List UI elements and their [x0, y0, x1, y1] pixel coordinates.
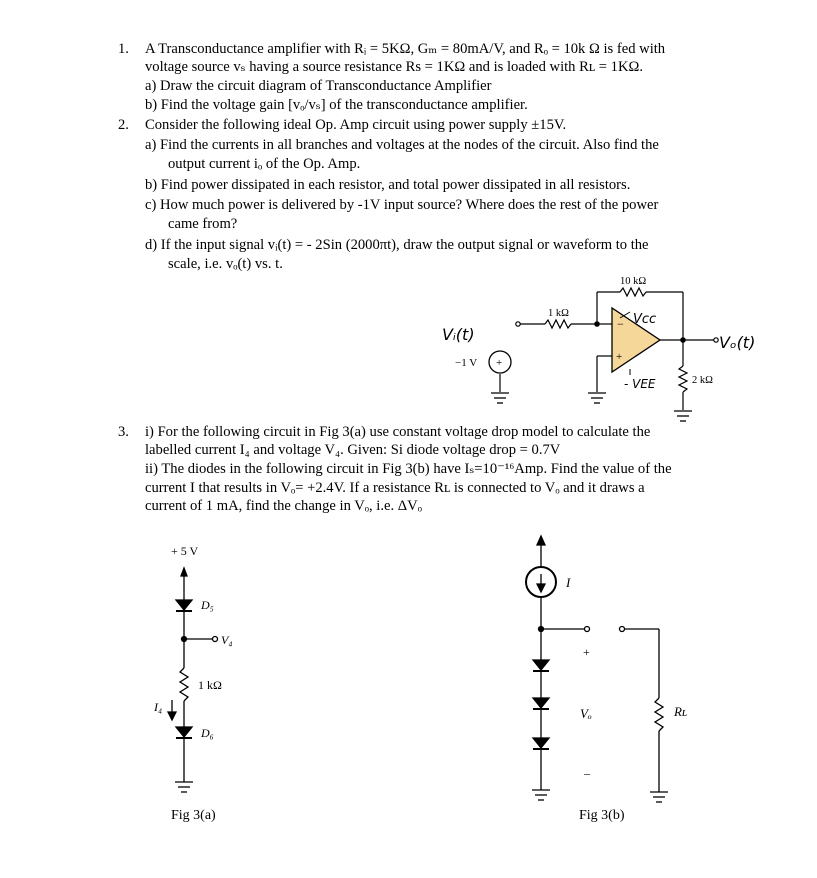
fig3a-r: 1 kΩ — [198, 678, 222, 692]
hand-vo: Vₒ(t) — [719, 333, 756, 352]
label-1k: 1 kΩ — [548, 308, 569, 319]
resistor-rl — [655, 698, 663, 731]
q2-part-a-line2: output current iₒ of the Op. Amp. — [168, 156, 361, 172]
fig3b-vo: Vₒ — [580, 706, 592, 721]
fig3b-rl: Rʟ — [674, 704, 688, 719]
fig3a-supply: + 5 V — [171, 544, 199, 558]
opamp-plus-terminal: + — [616, 351, 623, 363]
label-2k: 2 kΩ — [692, 375, 713, 386]
hand-vcc: Vcc — [633, 312, 657, 327]
diode-1-icon — [533, 660, 549, 670]
q3-line1: i) For the following circuit in Fig 3(a) use constant voltage drop model to calculate the — [145, 424, 651, 440]
q3-line4: current I that results in Vₒ= +2.4V. If a resistance Rʟ is connected to Vₒ and it draws a — [145, 480, 645, 496]
source-plus-sign: + — [496, 357, 503, 369]
q3-line3: ii) The diodes in the following circuit in Fig 3(b) have Iₛ=10⁻¹⁶Amp. Find the value of the — [145, 461, 672, 477]
fig3a-d6: D₆ — [201, 726, 214, 740]
q1-line1: A Transconductance amplifier with Rᵢ = 5KΩ, Gₘ = 80mA/V, and Rₒ = 10k Ω is fed with — [145, 41, 666, 57]
q1-line2: voltage source vₛ having a source resistance Rs = 1KΩ and is loaded with Rʟ = 1KΩ. — [145, 59, 643, 75]
fig3b-caption: Fig 3(b) — [579, 808, 625, 823]
q1-number: 1. — [118, 41, 129, 57]
fig3a-v4: V₄ — [221, 633, 233, 647]
q1-part-a: a) Draw the circuit diagram of Transconductance Amplifier — [145, 78, 492, 94]
q2-number: 2. — [118, 117, 129, 133]
q1-part-b: b) Find the voltage gain [vₒ/vₛ] of the transconductance amplifier. — [145, 97, 528, 113]
q2-part-a-line1: a) Find the currents in all branches and voltages at the nodes of the circuit. Also find the — [145, 137, 659, 153]
q3-number: 3. — [118, 424, 129, 440]
q2-part-c-line2: came from? — [168, 216, 238, 232]
hand-vee: - VEE — [624, 377, 656, 391]
fig3a-d5: D₅ — [201, 598, 214, 612]
q2-part-d-line2: scale, i.e. vₒ(t) vs. t. — [168, 256, 283, 272]
diode-3-icon — [533, 738, 549, 748]
opamp-minus-terminal: − — [617, 317, 624, 331]
label-10k: 10 kΩ — [620, 276, 647, 287]
fig3a-caption: Fig 3(a) — [171, 808, 216, 823]
q2-part-b: b) Find power dissipated in each resistor, and total power dissipated in all resistors. — [145, 177, 631, 193]
q3-line5: current of 1 mA, find the change in Vₒ, i.e. ΔVₒ — [145, 498, 422, 514]
q3-line2: labelled current I₄ and voltage V₄. Given: Si diode voltage drop = 0.7V — [145, 442, 561, 458]
hand-vi: Vᵢ(t) — [442, 325, 475, 344]
fig3b-plus: + — [583, 645, 590, 659]
fig3a-i4: I₄ — [154, 700, 163, 714]
diode-2-icon — [533, 698, 549, 708]
fig3b-i: I — [566, 575, 571, 590]
q2-line1: Consider the following ideal Op. Amp circuit using power supply ±15V. — [145, 117, 567, 133]
fig3b-minus: – — [584, 766, 590, 780]
label-minus-1v: −1 V — [455, 357, 478, 369]
q2-part-c-line1: c) How much power is delivered by -1V input source? Where does the rest of the power — [145, 197, 659, 213]
q2-part-d-line1: d) If the input signal vᵢ(t) = - 2Sin (2000πt), draw the output signal or waveform to the — [145, 237, 649, 253]
